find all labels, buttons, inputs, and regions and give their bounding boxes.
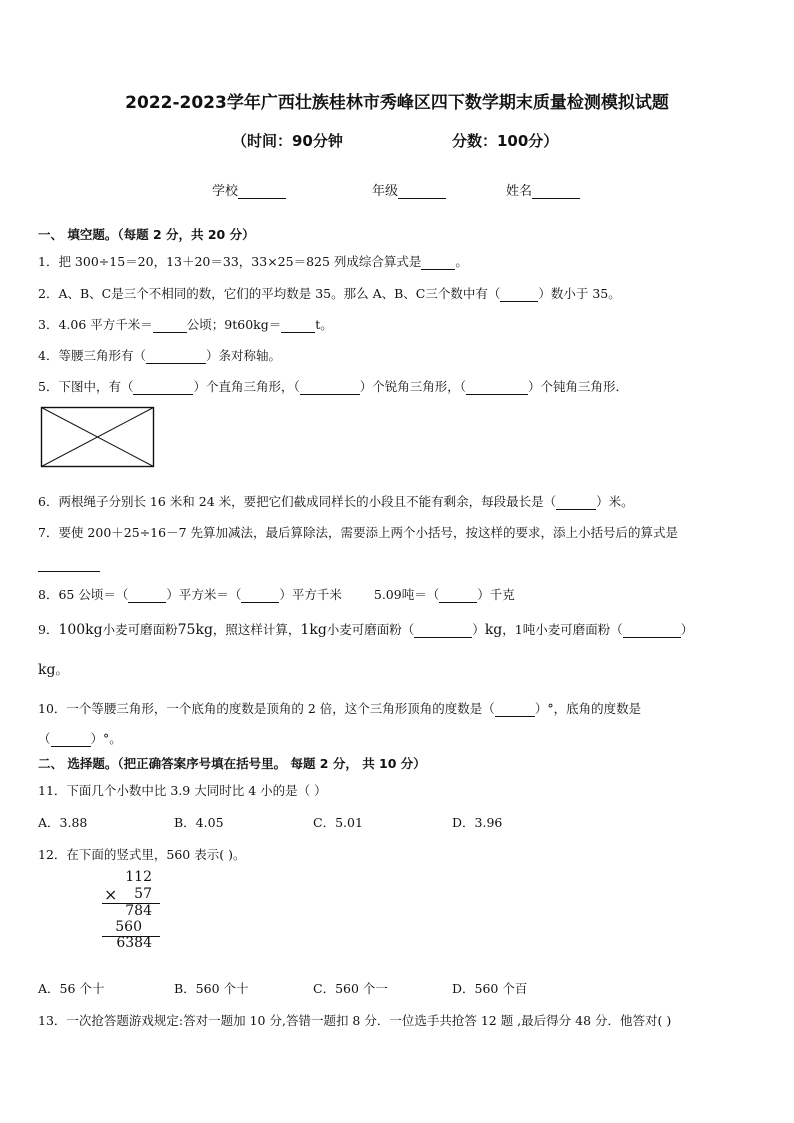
grade-blank[interactable] xyxy=(398,185,446,199)
q5-blank-3[interactable] xyxy=(466,382,528,395)
multiply-icon: × xyxy=(104,885,118,904)
q9-number: 9． xyxy=(38,622,59,637)
question-10-line-2 xyxy=(38,729,122,747)
q5-mid-2: ）个锐角三角形，（ xyxy=(359,379,466,394)
q4-end: ）条对称轴。 xyxy=(205,348,281,363)
q4-blank[interactable] xyxy=(146,351,206,364)
q1-end: 。 xyxy=(455,254,468,269)
name-label: 姓名 xyxy=(506,184,533,199)
q5-blank-2[interactable] xyxy=(300,382,360,395)
q6-end: ）米。 xyxy=(596,494,634,509)
q9-unit-2: kg xyxy=(38,662,56,678)
q6-blank[interactable] xyxy=(556,497,596,510)
q11-option-d[interactable]: D．3.96 xyxy=(452,815,503,830)
q11-option-b[interactable]: B．4.05 xyxy=(174,815,224,830)
q10-mid: ）°，底角的度数是 xyxy=(534,701,642,716)
exam-title: 2022-2023学年广西壮族桂林市秀峰区四下数学期末质量检测模拟试题 xyxy=(125,93,669,113)
section-2-title: 二、 选择题。（把正确答案序号填在括号里。 每题 2 分， 共 10 分） xyxy=(38,756,426,771)
question-13: 13．一次抢答题游戏规定:答对一题加 10 分,答错一题扣 8 分．一位选手共抢答 12 题 ,最后得分 48 分．他答对( ) xyxy=(38,1013,672,1028)
name-blank[interactable] xyxy=(532,185,580,199)
q8-blank-2[interactable] xyxy=(241,590,279,603)
q4-text: 4．等腰三角形有（ xyxy=(38,348,146,363)
q11-option-a[interactable]: A．3.88 xyxy=(38,815,88,830)
q9-close-1: ） xyxy=(472,622,485,637)
q12-option-a[interactable]: A．56 个十 xyxy=(38,981,105,996)
q3-blank-2[interactable] xyxy=(281,320,315,333)
school-field xyxy=(212,180,286,199)
q5-blank-1[interactable] xyxy=(133,382,193,395)
q5-end: ）个钝角三角形． xyxy=(528,379,629,394)
q2-text: 2．A、B、C是三个不相同的数，它们的平均数是 35。那么 A、B、C三个数中有（ xyxy=(38,286,501,301)
q9-amount-2: 75kg xyxy=(177,622,213,638)
vertical-multiplication xyxy=(100,869,160,955)
calc-partial-1: 784 xyxy=(125,903,152,919)
q10-end: ）°。 xyxy=(90,731,122,746)
q8-blank-3[interactable] xyxy=(439,590,477,603)
q12-option-d[interactable]: D．560 个百 xyxy=(452,981,528,996)
question-5 xyxy=(38,377,628,395)
exam-score: 分数：100分） xyxy=(452,132,559,150)
q7-text: 7．要使 200＋25÷16－7 先算加减法，最后算除法，需要添上两个小括号，按这样的要求，添上小括号后的算式是 xyxy=(38,525,678,540)
grade-label: 年级 xyxy=(372,184,399,199)
rectangle-diagonals-figure xyxy=(40,406,156,470)
name-field xyxy=(506,180,580,199)
question-4 xyxy=(38,346,281,364)
question-12: 12．在下面的竖式里，560 表示( )。 xyxy=(38,847,246,862)
calc-multiplicand: 112 xyxy=(125,869,152,885)
question-6 xyxy=(38,492,634,510)
q6-text: 6．两根绳子分别长 16 米和 24 米，要把它们截成同样长的小段且不能有剩余，每段最长是（ xyxy=(38,494,557,509)
q5-text: 5．下图中，有（ xyxy=(38,379,134,394)
calc-partial-2: 560 xyxy=(115,919,142,935)
q8-blank-1[interactable] xyxy=(128,590,166,603)
q10-blank-1[interactable] xyxy=(495,704,535,717)
grade-field xyxy=(372,180,446,199)
question-9 xyxy=(38,620,693,638)
question-7 xyxy=(38,523,678,541)
q3-text: 3．4.06 平方千米＝ xyxy=(38,317,153,332)
q5-mid-1: ）个直角三角形，（ xyxy=(193,379,300,394)
q2-end: ）数小于 35。 xyxy=(538,286,621,301)
q9-blank-1[interactable] xyxy=(414,625,472,638)
calc-result: 6384 xyxy=(116,935,152,951)
q9-text-1: 小麦可磨面粉 xyxy=(102,622,178,637)
question-1 xyxy=(38,252,468,270)
q9-unit-1: kg xyxy=(484,622,503,638)
school-blank[interactable] xyxy=(238,185,286,199)
q8-text: 8．65 公顷＝（ xyxy=(38,587,129,602)
q1-text: 1．把 300÷15＝20，13＋20＝33，33×25＝825 列成综合算式是 xyxy=(38,254,422,269)
q8-end: ）千克 xyxy=(477,587,515,602)
school-label: 学校 xyxy=(212,184,239,199)
q9-amount-3: 1kg xyxy=(300,622,327,638)
question-11: 11．下面几个小数中比 3.9 大同时比 4 小的是（ ） xyxy=(38,783,327,798)
q11-option-c[interactable]: C．5.01 xyxy=(313,815,363,830)
q8-mid-1: ）平方米＝（ xyxy=(166,587,242,602)
q3-end: t。 xyxy=(315,317,333,332)
question-8 xyxy=(38,585,515,603)
question-9-line-2 xyxy=(38,660,68,678)
q9-blank-2[interactable] xyxy=(623,625,681,638)
q2-blank[interactable] xyxy=(500,289,538,302)
q10-open: （ xyxy=(38,731,51,746)
question-3 xyxy=(38,315,333,333)
q1-blank[interactable] xyxy=(421,257,455,270)
q9-text-3: 小麦可磨面粉（ xyxy=(326,622,415,637)
q10-blank-2[interactable] xyxy=(51,734,91,747)
q7-blank[interactable] xyxy=(38,559,100,572)
exam-time: （时间：90分钟 xyxy=(232,132,343,150)
question-10 xyxy=(38,699,641,717)
q8-mid-3: 5.09吨＝（ xyxy=(373,587,440,602)
q9-close-2: ） xyxy=(680,622,694,637)
section-1-title: 一、 填空题。（每题 2 分，共 20 分） xyxy=(38,227,255,242)
q8-mid-2: ）平方千米 xyxy=(279,587,342,602)
question-7-line-2 xyxy=(38,553,100,572)
question-2 xyxy=(38,284,621,302)
q3-mid: 公顷；9t60kg＝ xyxy=(186,317,282,332)
calc-multiplier: 57 xyxy=(134,886,152,902)
q12-option-b[interactable]: B．560 个十 xyxy=(174,981,249,996)
q12-option-c[interactable]: C．560 个一 xyxy=(313,981,388,996)
q9-amount-1: 100kg xyxy=(58,622,103,638)
q3-blank-1[interactable] xyxy=(153,320,187,333)
q9-end: 。 xyxy=(55,662,68,677)
q9-text-4: ，1吨小麦可磨面粉（ xyxy=(502,622,623,637)
q10-text: 10．一个等腰三角形，一个底角的度数是顶角的 2 倍，这个三角形顶角的度数是（ xyxy=(38,701,495,716)
q9-text-2: ，照这样计算， xyxy=(212,622,301,637)
